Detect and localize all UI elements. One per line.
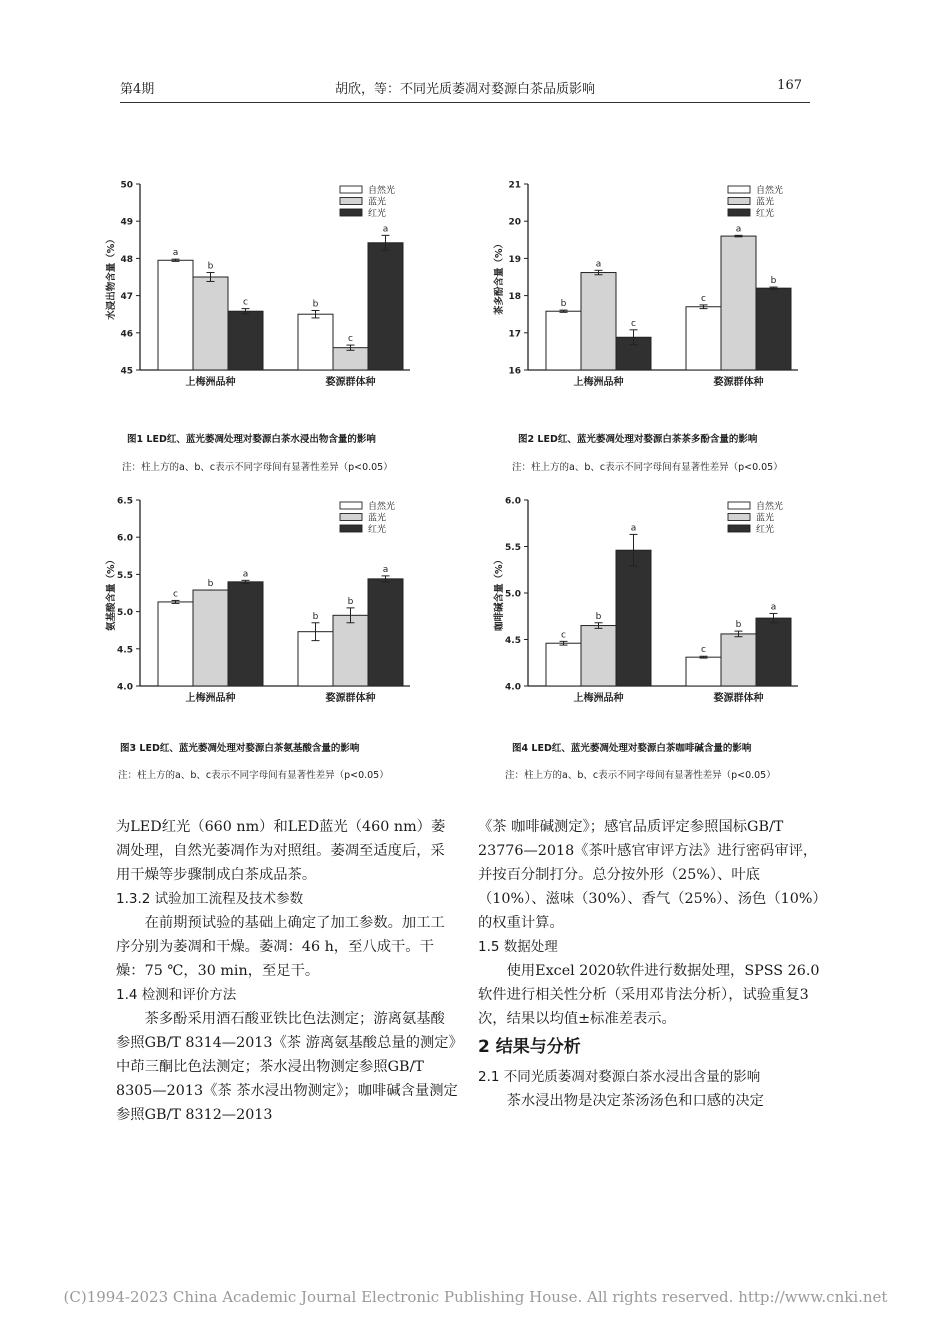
significance-letter: a <box>595 259 602 270</box>
x-category-label: 婺源群体种 <box>325 693 376 704</box>
bar <box>756 618 791 686</box>
x-category-label: 婺源群体种 <box>325 377 376 388</box>
issue-number: 第4期 <box>120 82 155 97</box>
paragraph: 茶水浸出物是决定茶汤汤色和口感的决定 <box>506 1093 764 1109</box>
legend-label: 红光 <box>368 525 387 535</box>
bar <box>193 590 228 686</box>
figure-3-caption: 图3 LED红、蓝光萎凋处理对婺源白茶氨基酸含量的影响 <box>120 743 360 754</box>
significance-letter: c <box>173 589 178 600</box>
x-category-label: 上梅洲品种 <box>185 693 236 704</box>
y-tick-label: 17 <box>508 329 521 340</box>
significance-letter: c <box>243 297 248 308</box>
y-tick-label: 50 <box>120 180 133 191</box>
left-column <box>116 815 458 1127</box>
y-axis-label: 咖啡碱含量（%） <box>494 554 505 632</box>
copyright-footer: (C)1994-2023 China Academic Journal Electronic Publishing House. All rights reserved. http://www.cnki.net <box>63 1288 888 1306</box>
y-tick-label: 16 <box>508 366 521 377</box>
paragraph: 《茶 咖啡碱测定》；感官品质评定参照国标GB/T 23776—2018《茶叶感官审评方法》进行密码审评，并按百分制打分。总分按外形（25%）、叶底（10%）、滋味（30%）、香气（25%）、汤色（10%）的权重计算。 <box>478 819 820 931</box>
page-number: 167 <box>777 78 802 93</box>
chart-svg <box>488 172 818 402</box>
paragraph: 使用Excel 2020软件进行数据处理，SPSS 26.0 软件进行相关性分析（采用邓肯法分析），试验重复3次，结果以均值±标准差表示。 <box>478 963 820 1027</box>
bar <box>721 634 756 686</box>
figure-1-caption: 图1 LED红、蓝光萎凋处理对婺源白茶水浸出物含量的影响 <box>127 434 376 445</box>
significance-letter: b <box>560 299 567 310</box>
legend-label: 蓝光 <box>756 197 775 208</box>
chart-svg <box>488 488 818 718</box>
legend-label: 红光 <box>756 209 775 219</box>
figure-2-caption: 图2 LED红、蓝光萎凋处理对婺源白茶茶多酚含量的影响 <box>518 434 758 445</box>
bar <box>721 236 756 370</box>
bar <box>333 615 368 686</box>
significance-letter: a <box>172 248 179 259</box>
section-heading-1-4: 1.4 检测和评价方法 <box>116 987 237 1003</box>
significance-letter: b <box>312 611 319 622</box>
y-tick-label: 5.0 <box>505 589 521 600</box>
significance-letter: a <box>770 602 777 613</box>
bar <box>686 307 721 370</box>
figure-1-note: 注：柱上方的a、b、c表示不同字母间有显著性差异（p<0.05） <box>122 462 393 473</box>
legend-swatch <box>340 525 362 532</box>
y-tick-label: 46 <box>120 329 133 340</box>
running-header <box>120 78 810 103</box>
y-tick-label: 18 <box>508 292 521 303</box>
legend-swatch <box>728 525 750 532</box>
legend-label: 红光 <box>368 209 387 219</box>
chart-svg <box>100 488 430 718</box>
significance-letter: b <box>770 276 777 287</box>
significance-letter: c <box>701 293 706 304</box>
legend-label: 自然光 <box>368 502 396 512</box>
significance-letter: c <box>631 318 636 329</box>
legend-swatch <box>340 502 362 509</box>
figure-1-chart <box>100 172 430 402</box>
section-heading-2-1: 2.1 不同光质萎凋对婺源白茶水浸出含量的影响 <box>478 1069 761 1085</box>
figure-4-chart <box>488 488 818 718</box>
figure-3-note: 注：柱上方的a、b、c表示不同字母间有显著性差异（p<0.05） <box>118 770 389 781</box>
bar <box>158 602 193 686</box>
figure-4-note: 注：柱上方的a、b、c表示不同字母间有显著性差异（p<0.05） <box>505 770 776 781</box>
figure-3-chart <box>100 488 430 718</box>
legend-swatch <box>728 502 750 509</box>
section-heading-1-5: 1.5 数据处理 <box>478 939 558 955</box>
y-tick-label: 5.5 <box>505 543 521 553</box>
legend-swatch <box>340 198 362 205</box>
y-axis-label: 氨基酸含量（%） <box>106 554 117 632</box>
bar <box>546 643 581 686</box>
y-tick-label: 5.5 <box>117 570 133 581</box>
y-tick-label: 4.0 <box>117 682 133 693</box>
x-category-label: 上梅洲品种 <box>185 377 236 388</box>
y-tick-label: 5.0 <box>117 608 133 619</box>
x-category-label: 上梅洲品种 <box>573 693 624 704</box>
y-tick-label: 19 <box>508 254 521 265</box>
significance-letter: b <box>312 299 319 310</box>
significance-letter: b <box>207 579 214 590</box>
significance-letter: a <box>242 569 249 580</box>
significance-letter: a <box>630 523 637 534</box>
y-tick-label: 6.0 <box>117 533 133 544</box>
y-tick-label: 4.0 <box>505 682 521 693</box>
significance-letter: c <box>348 334 353 345</box>
paragraph: 茶多酚采用酒石酸亚铁比色法测定；游离氨基酸参照GB/T 8314—2013《茶 游离氨基酸总量的测定》中茚三酮比色法测定；茶水浸出物测定参照GB/T 8305—2013《茶 茶水浸出物测定》；咖啡碱含量测定参照GB/T 8312—2013 <box>116 1011 458 1123</box>
bar <box>616 550 651 686</box>
paragraph: 为LED红光（660 nm）和LED蓝光（460 nm）萎凋处理，自然光萎凋作为对照组。萎凋至适度后，采用干燥等步骤制成白茶成品茶。 <box>116 819 446 883</box>
legend-swatch <box>728 209 750 216</box>
legend-label: 蓝光 <box>368 513 387 524</box>
significance-letter: b <box>207 261 214 272</box>
legend-swatch <box>728 514 750 521</box>
significance-letter: a <box>382 564 389 575</box>
bar <box>228 311 263 370</box>
significance-letter: c <box>561 630 566 641</box>
legend-label: 自然光 <box>368 186 396 196</box>
y-axis-label: 茶多酚含量（%） <box>494 238 505 316</box>
bar <box>228 582 263 686</box>
significance-letter: b <box>735 620 742 631</box>
legend-label: 蓝光 <box>368 197 387 208</box>
bar <box>158 260 193 370</box>
y-tick-label: 4.5 <box>505 636 521 646</box>
bar <box>546 311 581 370</box>
bar <box>368 243 403 370</box>
y-tick-label: 49 <box>120 217 133 228</box>
significance-letter: b <box>595 611 602 622</box>
y-axis-label: 水浸出物含量（%） <box>106 234 117 320</box>
legend-swatch <box>340 514 362 521</box>
bar <box>298 314 333 370</box>
y-tick-label: 6.5 <box>117 496 133 507</box>
legend-swatch <box>728 198 750 205</box>
bar <box>686 657 721 686</box>
significance-letter: b <box>347 596 354 607</box>
running-title: 胡欣，等：不同光质萎凋对婺源白茶品质影响 <box>334 82 595 97</box>
x-category-label: 上梅洲品种 <box>573 377 624 388</box>
bar <box>581 273 616 370</box>
bar <box>581 626 616 686</box>
legend-swatch <box>728 186 750 193</box>
right-column <box>478 815 820 1113</box>
y-tick-label: 47 <box>120 292 133 303</box>
figure-2-note: 注：柱上方的a、b、c表示不同字母间有显著性差异（p<0.05） <box>512 462 783 473</box>
legend-swatch <box>340 186 362 193</box>
legend-label: 红光 <box>756 525 775 535</box>
significance-letter: a <box>382 224 389 235</box>
legend-swatch <box>340 209 362 216</box>
significance-letter: a <box>735 224 742 235</box>
y-tick-label: 4.5 <box>117 645 133 656</box>
chart-svg <box>100 172 430 402</box>
x-category-label: 婺源群体种 <box>713 693 764 704</box>
significance-letter: c <box>701 645 706 656</box>
legend-label: 自然光 <box>756 502 784 512</box>
x-category-label: 婺源群体种 <box>713 377 764 388</box>
y-tick-label: 6.0 <box>505 496 521 507</box>
bar <box>756 288 791 370</box>
y-tick-label: 48 <box>120 254 133 265</box>
y-tick-label: 20 <box>508 217 521 228</box>
bar <box>368 579 403 686</box>
section-heading-2: 2 结果与分析 <box>478 1037 581 1057</box>
y-tick-label: 21 <box>508 180 521 191</box>
figure-2-chart <box>488 172 818 402</box>
bar <box>333 348 368 370</box>
bar <box>193 277 228 370</box>
y-tick-label: 45 <box>120 366 133 377</box>
legend-label: 蓝光 <box>756 513 775 524</box>
paragraph: 在前期预试验的基础上确定了加工参数。加工工序分别为萎凋和干燥。萎凋：46 h，至八成干。干燥：75 ℃，30 min，至足干。 <box>116 915 445 979</box>
figure-4-caption: 图4 LED红、蓝光萎凋处理对婺源白茶咖啡碱含量的影响 <box>512 743 752 754</box>
section-heading-1-3-2: 1.3.2 试验加工流程及技术参数 <box>116 891 304 907</box>
legend-label: 自然光 <box>756 186 784 196</box>
